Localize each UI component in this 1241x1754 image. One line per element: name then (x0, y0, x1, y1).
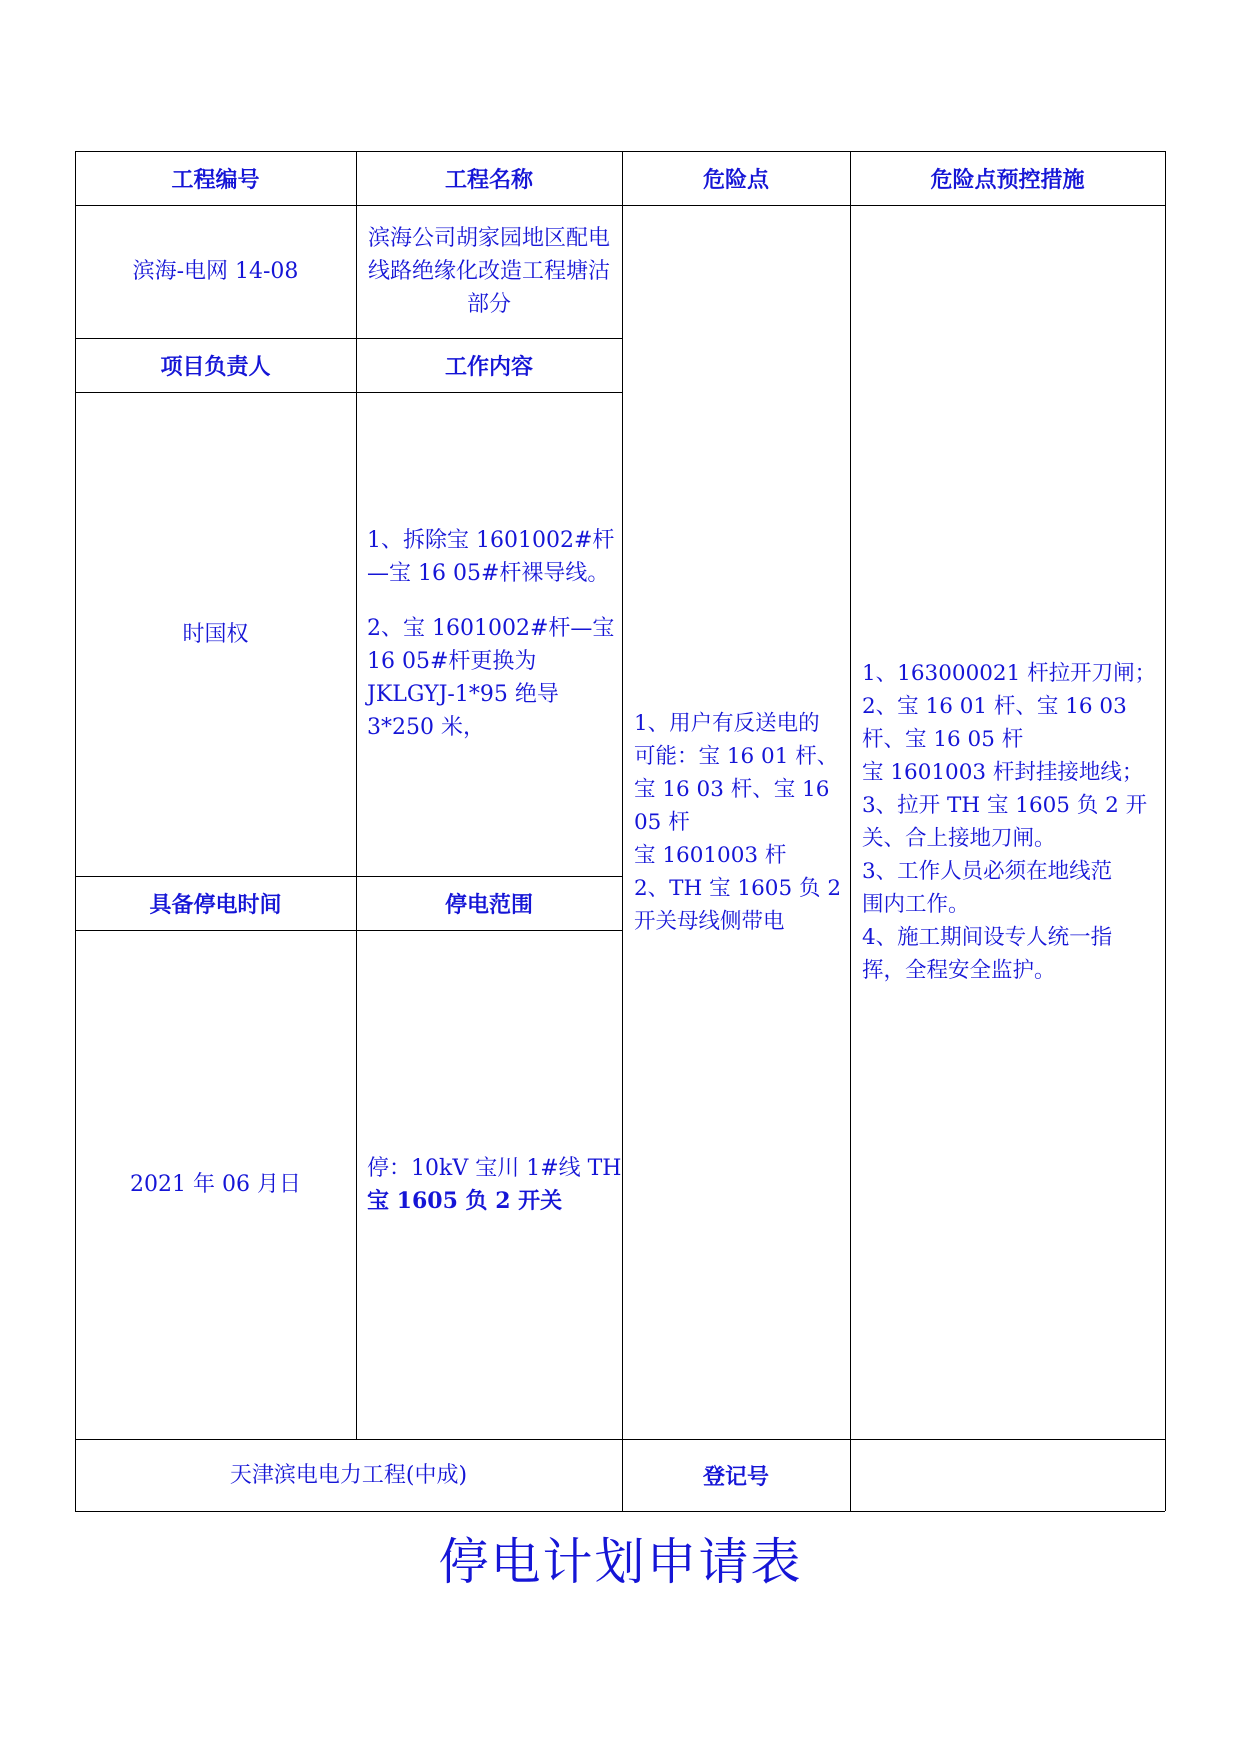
company-value: 天津滨电电力工程(中成) (229, 1462, 468, 1488)
outage-range-line-2: 宝 1605 负 2 开关 (367, 1187, 563, 1214)
hazard-measures-value: 1、163000021 杆拉开刀闸； 2、宝 16 01 杆、宝 16 03 杆、宝 16 05 杆 宝 1601003 杆封挂接地线； 3、拉开 TH 宝 1605 负 2 开 关、合上接地刀闸。 3、工作人员必须在地线范 围内工作。 4、施工期间设专人统一指 挥，全程安全监护。 (862, 661, 1157, 983)
header-outage-range: 停电范围 (444, 892, 533, 918)
header-registration-no: 登记号 (702, 1464, 769, 1490)
registration-no-value (850, 1439, 1165, 1511)
outage-application-table (75, 151, 1165, 1511)
project-no-value: 滨海-电网 14-08 (132, 259, 299, 284)
header-project-name: 工程名称 (444, 167, 533, 193)
project-leader-value: 时国权 (182, 621, 249, 647)
header-project-no: 工程编号 (171, 167, 260, 193)
page-title: 停电计划申请表 (438, 1533, 803, 1591)
grid-line (1165, 151, 1166, 1511)
outage-range-cell (356, 930, 622, 1439)
hazard-measures-cell (850, 205, 1165, 1439)
hazard-cell (622, 205, 850, 1439)
header-project-leader: 项目负责人 (160, 354, 271, 380)
work-content-item-1: 1、拆除宝 1601002#杆—宝 16 05#杆裸导线。 (367, 528, 615, 586)
grid-line (75, 1511, 1165, 1512)
project-name-value: 滨海公司胡家园地区配电线路绝缘化改造工程塘沽部分 (367, 226, 610, 317)
header-outage-time: 具备停电时间 (149, 892, 282, 918)
header-hazard: 危险点 (702, 167, 769, 193)
outage-range-line-1: 停：10kV 宝川 1#线 TH (367, 1155, 622, 1181)
hazard-value: 1、用户有反送电的 可能：宝 16 01 杆、 宝 16 03 杆、宝 16 05 杆 宝 1601003 杆 2、TH 宝 1605 负 2 开关母线侧带电 (634, 710, 842, 934)
outage-time-value: 2021 年 06 月日 (130, 1172, 301, 1197)
header-hazard-measures: 危险点预控措施 (930, 167, 1085, 193)
header-work-content: 工作内容 (444, 354, 533, 380)
work-content-cell (356, 392, 622, 876)
work-content-item-2: 2、宝 1601002#杆—宝 16 05#杆更换为 JKLGYJ-1*95 绝导 3*250 米， (367, 616, 615, 740)
